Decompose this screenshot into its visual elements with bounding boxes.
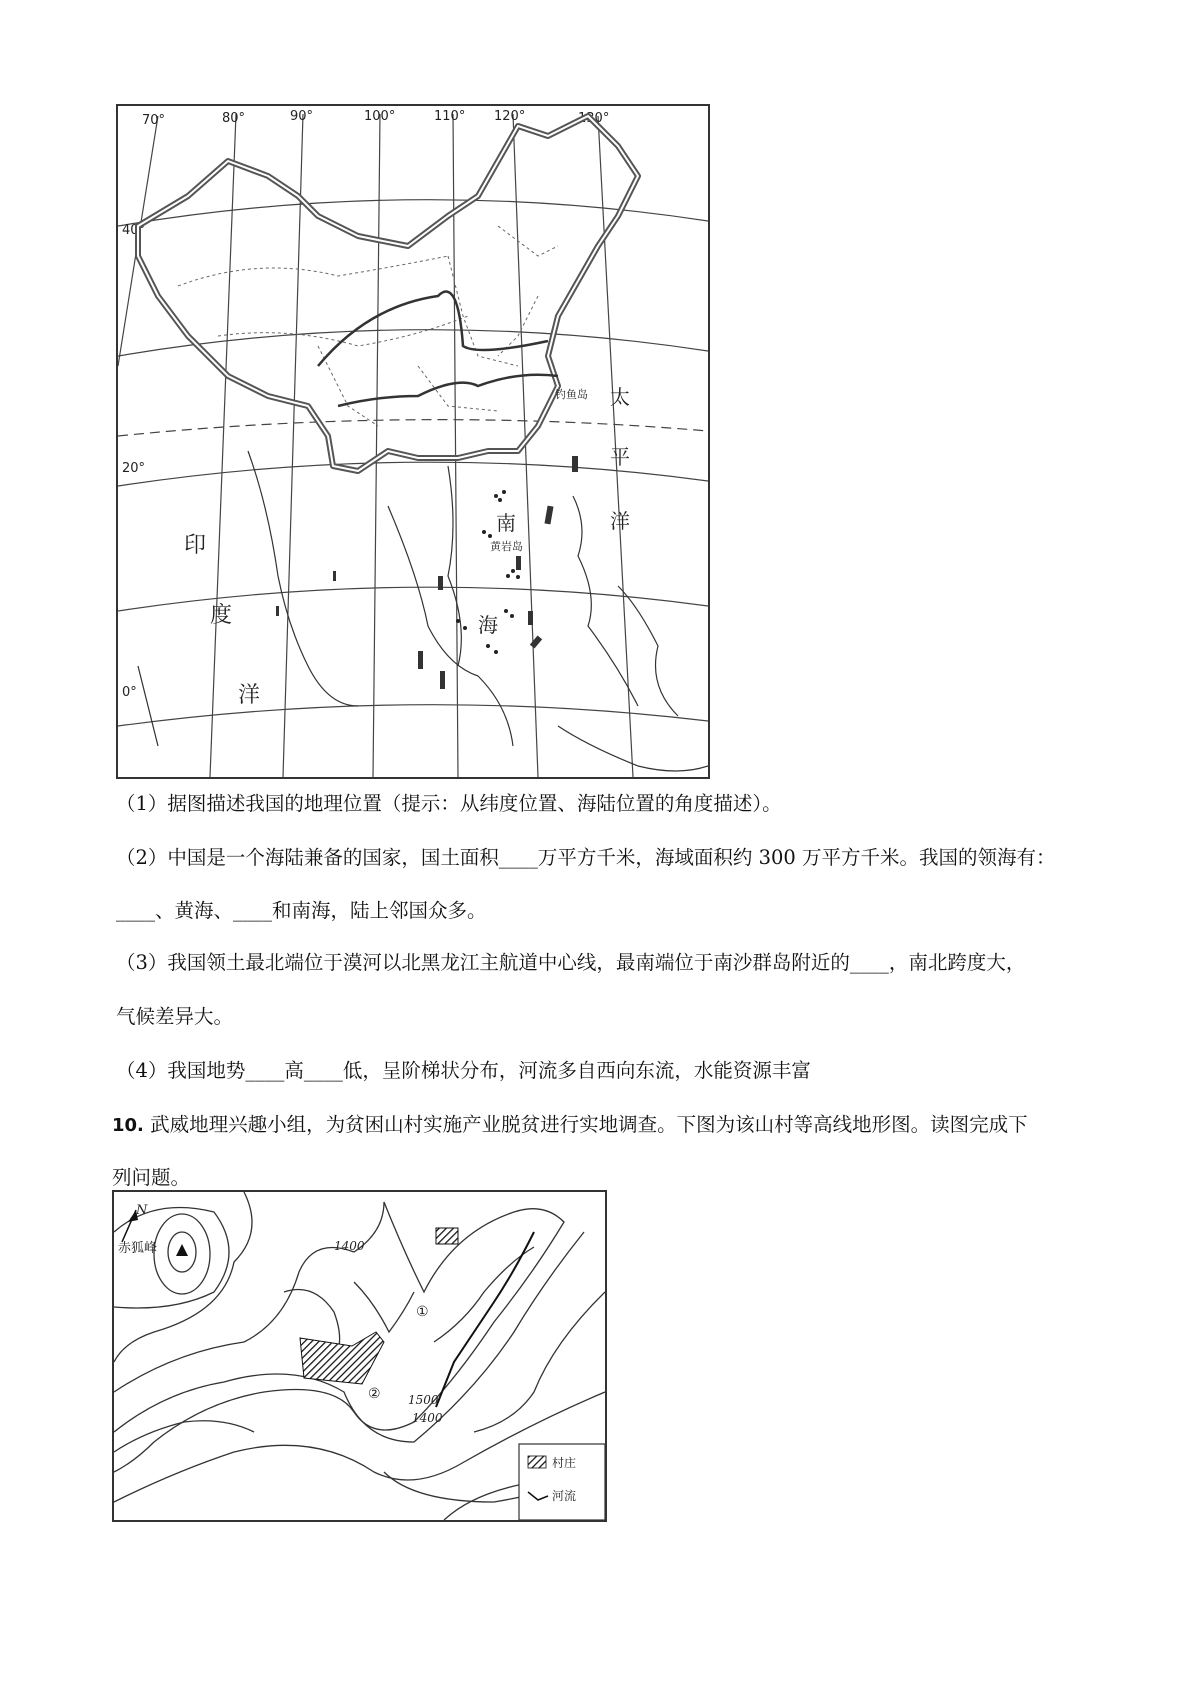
ocean-label: 度	[210, 603, 233, 628]
ocean-label: 洋	[238, 683, 261, 708]
island-label: 钓鱼岛	[555, 388, 588, 401]
question-10-line-2: 列问题。	[112, 1166, 191, 1189]
legend-river-label: 河流	[552, 1489, 577, 1503]
question-4: （4）我国地势____高____低，呈阶梯状分布，河流多自西向东流，水能资源丰富	[116, 1059, 811, 1082]
village-upper	[436, 1228, 458, 1244]
sea-label: 海	[478, 613, 498, 637]
longitude-lines	[118, 114, 633, 777]
lon-label: 110°	[434, 109, 466, 124]
contour-map-svg	[114, 1192, 605, 1520]
lon-label: 130°	[578, 111, 610, 126]
point-label: ②	[368, 1386, 381, 1402]
lon-label: 120°	[494, 109, 526, 124]
question-1: （1）据图描述我国的地理位置（提示：从纬度位置、海陆位置的角度描述）。	[116, 792, 782, 815]
lon-label: 100°	[364, 109, 396, 124]
contour-label: 1400	[412, 1411, 443, 1425]
contour-label: 1400	[334, 1239, 365, 1253]
island-label: 黄岩岛	[490, 540, 523, 553]
point-label: ①	[416, 1304, 429, 1320]
village-lower	[300, 1332, 384, 1384]
lat-label: 40°	[122, 223, 146, 238]
china-map-figure	[116, 104, 710, 779]
ocean-label: 太	[610, 385, 630, 409]
islands	[276, 456, 578, 689]
lat-label: 0°	[122, 685, 137, 700]
peak-label: 赤狐峰	[118, 1241, 158, 1256]
question-3-line-1: （3）我国领土最北端位于漠河以北黑龙江主航道中心线，最南端位于南沙群岛附近的____，南北跨度大，	[116, 951, 1026, 974]
ocean-label: 洋	[610, 509, 630, 533]
province-lines	[178, 226, 558, 426]
lon-label: 80°	[222, 111, 246, 126]
question-number: 10.	[112, 1115, 144, 1136]
legend-village-label: 村庄	[552, 1456, 577, 1470]
ocean-label: 印	[184, 533, 207, 558]
question-3-line-2: 气候差异大。	[116, 1005, 234, 1028]
contour-map-figure	[112, 1190, 607, 1522]
peak-icon	[176, 1244, 188, 1256]
contour-label: 1500	[408, 1393, 439, 1407]
lon-label: 90°	[290, 109, 314, 124]
lon-label: 70°	[142, 113, 166, 128]
question-10-text: 武威地理兴趣小组，为贫困山村实施产业脱贫进行实地调查。下图为该山村等高线地形图。读图完成下	[143, 1113, 1028, 1136]
question-2-line-2: ____、黄海、____和南海，陆上邻国众多。	[116, 899, 487, 922]
question-2-line-1: （2）中国是一个海陆兼备的国家，国土面积____万平方千米，海域面积约 300 万平方千米。我国的领海有：	[116, 846, 1056, 869]
china-border	[138, 116, 638, 471]
north-label: N	[136, 1203, 148, 1218]
legend	[519, 1444, 605, 1520]
china-border-inner	[138, 116, 638, 471]
lat-label: 20°	[122, 461, 146, 476]
question-10-line-1	[112, 1110, 1112, 1141]
ocean-label: 平	[610, 445, 630, 469]
longitude-labels	[142, 109, 609, 128]
latitude-labels	[122, 223, 145, 700]
sea-label: 南	[496, 511, 516, 535]
legend-village-swatch	[528, 1456, 546, 1468]
china-map-svg	[118, 106, 708, 777]
